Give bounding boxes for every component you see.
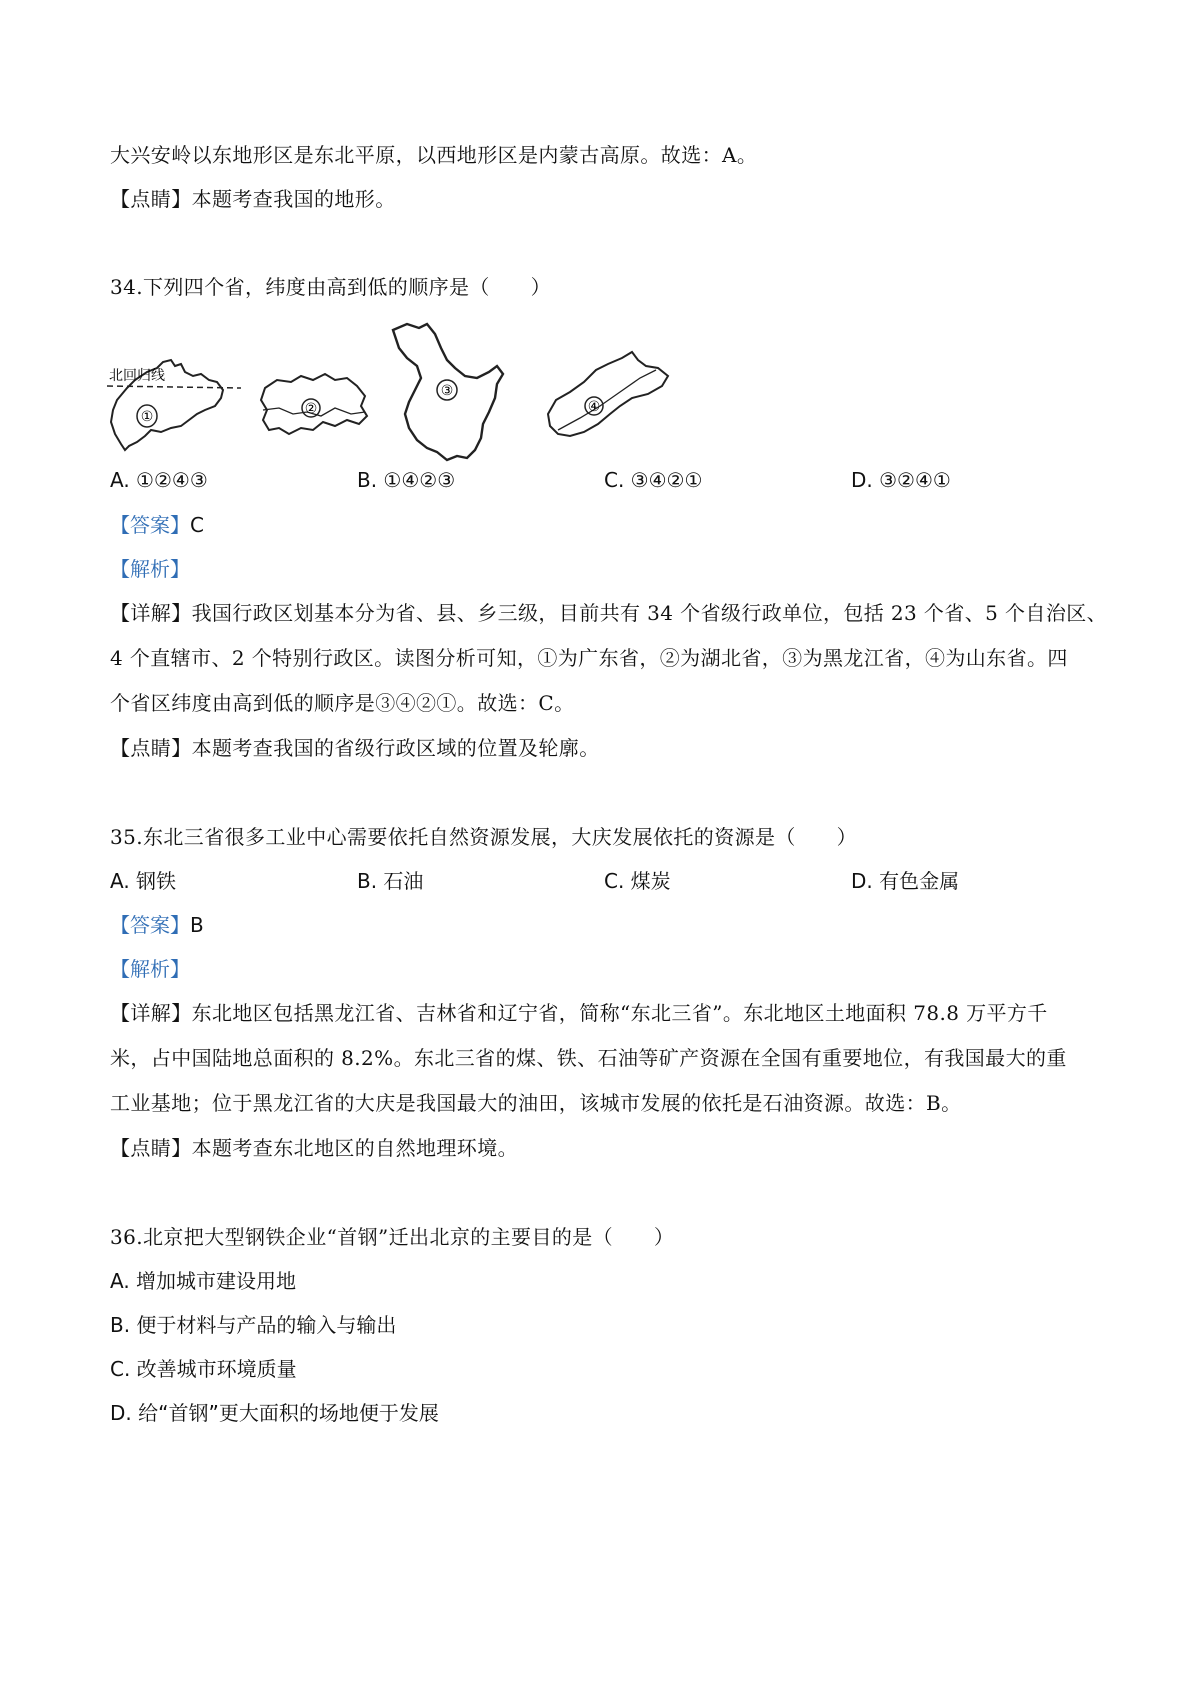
q34-answer bbox=[110, 510, 204, 540]
q35-answer bbox=[110, 910, 204, 940]
q34-detail-line-2: 4 个直辖市、2 个特别行政区。读图分析可知，①为广东省，②为湖北省，③为黑龙江省，④为山东省。四 bbox=[110, 646, 1068, 670]
map3-number: ③ bbox=[440, 383, 454, 399]
q34-detail-line-1 bbox=[110, 598, 1107, 628]
point-label: 【点睛】 bbox=[110, 1136, 192, 1160]
q35-option-d: D. 有色金属 bbox=[851, 869, 960, 893]
point-label: 【点睛】 bbox=[110, 187, 192, 211]
q35-option-b: B. 石油 bbox=[357, 869, 424, 893]
q36-option-c: C. 改善城市环境质量 bbox=[110, 1357, 297, 1381]
point-label: 【点睛】 bbox=[110, 736, 192, 760]
point-text: 本题考查我国的地形。 bbox=[191, 187, 396, 211]
q34-option-d: D. ③②④① bbox=[851, 468, 951, 492]
map-shandong bbox=[540, 348, 680, 448]
q34-option-a: A. ①②④③ bbox=[110, 468, 208, 492]
detail-text: 我国行政区划基本分为省、县、乡三级，目前共有 34 个省级行政单位，包括 23 个省、5 个自治区、 bbox=[191, 601, 1108, 625]
q34-stem: 34.下列四个省，纬度由高到低的顺序是（ ） bbox=[110, 275, 552, 299]
q36-option-b: B. 便于材料与产品的输入与输出 bbox=[110, 1313, 397, 1337]
tropic-caption: 北回归线 bbox=[109, 368, 165, 384]
q33-explanation-tail: 大兴安岭以东地形区是东北平原，以西地形区是内蒙古高原。故选：A。 bbox=[110, 143, 758, 167]
map2-number: ② bbox=[304, 401, 318, 417]
q35-detail-line-3: 工业基地；位于黑龙江省的大庆是我国最大的油田，该城市发展的依托是石油资源。故选：B。 bbox=[110, 1091, 962, 1115]
q36-option-d: D. 给“首钢”更大面积的场地便于发展 bbox=[110, 1401, 439, 1425]
map-hubei bbox=[255, 368, 375, 448]
q36-option-a: A. 增加城市建设用地 bbox=[110, 1269, 297, 1293]
q33-point bbox=[110, 184, 396, 214]
map-heilongjiang bbox=[385, 320, 525, 480]
detail-label: 【详解】 bbox=[110, 1001, 192, 1025]
q34-detail-line-3: 个省区纬度由高到低的顺序是③④②①。故选：C。 bbox=[110, 691, 575, 715]
map-guangdong bbox=[105, 350, 245, 460]
q34-analysis-label: 【解析】 bbox=[110, 557, 190, 581]
q35-detail-line-2: 米，占中国陆地总面积的 8.2%。东北三省的煤、铁、石油等矿产资源在全国有重要地位，有我国最大的重 bbox=[110, 1046, 1067, 1070]
q34-option-c: C. ③④②① bbox=[604, 468, 703, 492]
q34-point bbox=[110, 733, 600, 763]
answer-value: B bbox=[190, 913, 204, 937]
detail-text: 东北地区包括黑龙江省、吉林省和辽宁省，简称“东北三省”。东北地区土地面积 78.8 万平方千 bbox=[191, 1001, 1048, 1025]
map1-number: ① bbox=[140, 409, 154, 425]
point-text: 本题考查我国的省级行政区域的位置及轮廓。 bbox=[191, 736, 600, 760]
point-text: 本题考查东北地区的自然地理环境。 bbox=[191, 1136, 519, 1160]
map4-number: ④ bbox=[587, 399, 601, 415]
q35-point bbox=[110, 1133, 518, 1163]
q34-option-b: B. ①④②③ bbox=[357, 468, 456, 492]
answer-label: 【答案】 bbox=[110, 513, 190, 537]
q35-stem: 35.东北三省很多工业中心需要依托自然资源发展，大庆发展依托的资源是（ ） bbox=[110, 825, 858, 849]
q35-option-a: A. 钢铁 bbox=[110, 869, 177, 893]
q35-detail-line-1 bbox=[110, 998, 1048, 1028]
q35-analysis-label: 【解析】 bbox=[110, 957, 190, 981]
answer-label: 【答案】 bbox=[110, 913, 190, 937]
q36-stem: 36.北京把大型钢铁企业“首钢”迁出北京的主要目的是（ ） bbox=[110, 1225, 675, 1249]
answer-value: C bbox=[190, 513, 204, 537]
q35-option-c: C. 煤炭 bbox=[604, 869, 671, 893]
detail-label: 【详解】 bbox=[110, 601, 192, 625]
